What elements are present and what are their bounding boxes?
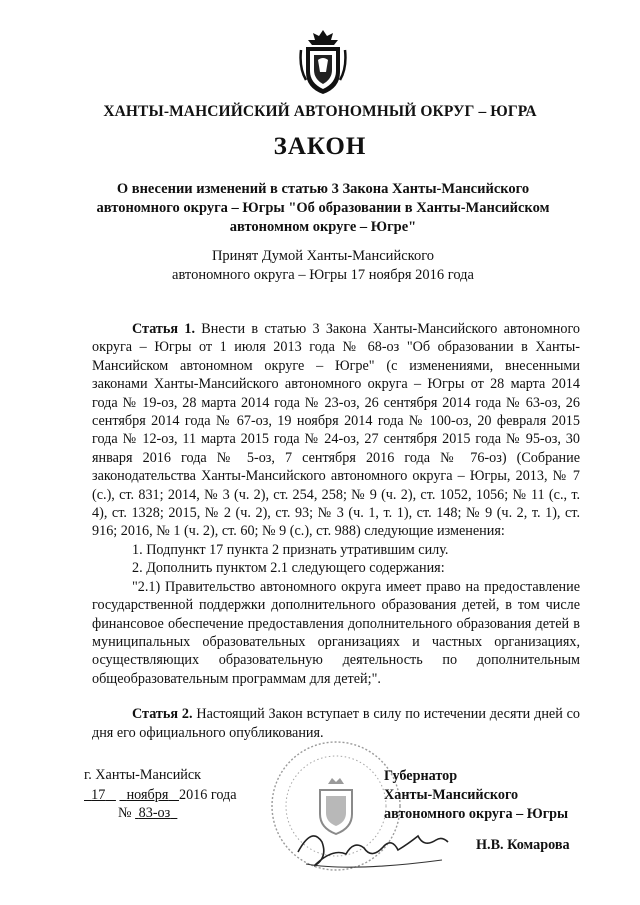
number-value: 83-оз: [138, 805, 171, 821]
date-year: 2016 года: [178, 787, 237, 803]
region-heading: ХАНТЫ-МАНСИЙСКИЙ АВТОНОМНЫЙ ОКРУГ – ЮГРА: [103, 103, 537, 120]
signatory-title: [384, 767, 568, 824]
article-1-label: Статья 1.: [132, 321, 195, 337]
article-1-quote: "2.1) Правительство автономного округа имеет право на предоставление государственной поддержки дополнительного образования детей, в том числе финансовое обеспечение предоставления дополнительного образования детей в муниципальных образовательных организациях и частных организациях, осуществляющих образовательную деятельность по дополнительным общеобразовательным программам для детей;".: [92, 578, 580, 687]
signatory-title-line-2: Ханты-Мансийского: [384, 787, 519, 803]
law-number: [118, 805, 177, 822]
adoption-line-2: автономного округа – Югры 17 ноября 2016 года: [172, 267, 474, 283]
article-2-text: Настоящий Закон вступает в силу по истечении десяти дней со дня его официального опубликования.: [92, 706, 581, 741]
signing-date: [84, 787, 237, 804]
adoption-note: [130, 247, 516, 285]
article-1-item-2: 2. Дополнить пунктом 2.1 следующего содержания:: [132, 560, 445, 577]
signatory-title-line-3: автономного округа – Югры: [384, 806, 569, 822]
signatory-title-line-1: Губернатор: [384, 768, 458, 784]
handwritten-signature-icon: [292, 818, 452, 876]
adoption-line-1: Принят Думой Ханты-Мансийского: [211, 248, 435, 264]
article-1-text: Внести в статью 3 Закона Ханты-Мансийского автономного округа – Югры от 1 июля 2013 года № 68-оз "Об образовании в Ханты-Мансийском автономном округе – Югре" (с изменениями, внесенными законами Ханты-Мансийского автономного округа – Югры от 28 марта 2014 года № 19-оз, 28 марта 2014 года № 23-оз, 26 сентября 2014 года № 63-оз, 26 сентября 2014 года № 67-оз, 19 ноября 2014 года № 100-оз, 20 февраля 2015 года № 12-оз, 11 марта 2015 года № 24-оз, 27 сентября 2015 года № 95-оз, 30 января 2016 года № 5-оз, 7 сентября 2016 года № 76-оз) (Собрание законодательства Ханты-Мансийского автономного округа – Югры, 2013, № 7 (с.), ст. 831; 2014, № 3 (ч. 2), ст. 254, 258; № 9 (ч. 2), ст. 1052, 1056; № 11 (с., т. 4), ст. 1328; 2015, № 2 (ч. 2), ст. 93; № 3 (ч. 1, т. 1), ст. 148; № 9 (ч. 2, т. 1), ст. 916; 2016, № 1 (ч. 2), ст. 60; № 9 (с.), ст. 988) следующие изменения:: [92, 321, 581, 540]
document-type-title: ЗАКОН: [273, 133, 367, 160]
number-prefix: №: [118, 805, 132, 821]
article-1: [92, 320, 580, 541]
date-day: 17: [91, 787, 106, 803]
article-2-label: Статья 2.: [132, 706, 193, 723]
date-month: ноября: [126, 787, 169, 803]
coat-of-arms-icon: [298, 28, 348, 96]
article-2: [92, 705, 580, 742]
law-body: [92, 320, 580, 742]
signer-name: Н.В. Комарова: [476, 837, 570, 853]
place-of-signing: г. Ханты-Мансийск: [84, 767, 202, 783]
law-subject: О внесении изменений в статью 3 Закона Ханты-Мансийского автономного округа – Югры "Об образовании в Ханты-Мансийском автономном округе – Югре": [96, 181, 550, 235]
article-1-item-1: 1. Подпункт 17 пункта 2 признать утратившим силу.: [132, 541, 449, 558]
